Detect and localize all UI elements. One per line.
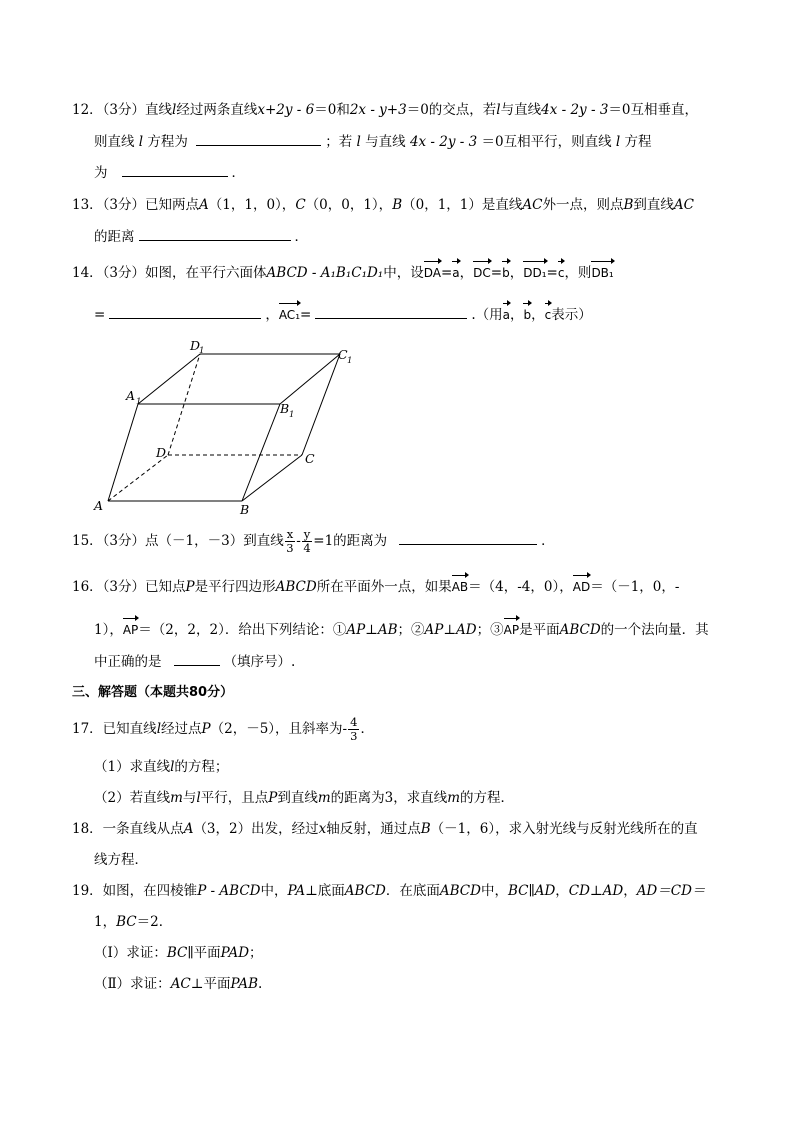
answer-blank[interactable] <box>315 304 467 319</box>
label-C: C <box>305 451 315 466</box>
q12-line3: 为 ． <box>94 162 245 183</box>
label-D: D <box>156 445 167 460</box>
label-C1: C <box>338 347 348 362</box>
q19-line2: 1，BC＝2． <box>94 914 173 930</box>
answer-blank[interactable] <box>122 162 228 177</box>
subscript-1: 1 <box>347 356 353 366</box>
vector-AB: AB <box>452 574 468 597</box>
vector-AD: AD <box>573 574 590 597</box>
edge-CC1 <box>302 354 340 455</box>
fraction-4-3: $\frac{4}{3}$ <box>350 715 358 743</box>
q19-sub1: （Ⅰ）求证：BC∥平面PAD； <box>94 945 263 961</box>
q12-line2: 则直线 l 方程为 ；若 l 与直线 4x - 2y - 3 ＝0互相平行，则直线 l 方程 <box>94 131 652 152</box>
vector-DD1: DD₁ <box>523 260 546 283</box>
q19-sub2: （Ⅱ）求证：AC⊥平面PAB. <box>94 976 263 992</box>
q18-line2: 线方程． <box>94 852 148 868</box>
label-B: B <box>240 502 250 517</box>
vector-c: c <box>558 260 565 283</box>
edge-A1D1 <box>138 354 200 404</box>
hidden-edge-AD <box>108 455 168 501</box>
section-heading: 三、解答题（本题共80分） <box>72 685 234 700</box>
subscript-1: 1 <box>289 410 295 420</box>
q19-line1: 19．如图，在四棱锥P - ABCD中，PA⊥底面ABCD．在底面ABCD中，BC∥AD，CD⊥AD，AD＝CD＝ <box>72 883 706 899</box>
q13-line2: 的距离 ． <box>94 226 308 247</box>
fraction-y-4: $\frac{y}{4}$ <box>303 527 311 555</box>
q12-line1: 12．（3分）直线l经过两条直线x+2y - 6＝0和2x - y+3＝0的交点，若l与直线4x - 2y - 3＝0互相垂直， <box>72 102 699 118</box>
subscript-1: 1 <box>136 397 142 407</box>
parallelepiped-figure <box>92 336 372 518</box>
label-B1: B <box>280 401 290 416</box>
q16-line2: 1），AP＝（2，2，2）．给出下列结论：①AP⊥AB；②AP⊥AD；③AP是平面ABCD的一个法向量．其 <box>94 617 709 640</box>
answer-blank[interactable] <box>109 304 261 319</box>
answer-blank[interactable] <box>174 651 220 666</box>
vector-a: a <box>503 302 510 325</box>
vector-b: b <box>502 260 510 283</box>
vector-AP: AP <box>504 617 519 640</box>
edge-AA1 <box>108 404 138 501</box>
vector-DB1: DB₁ <box>591 260 613 283</box>
q14-line1: 14．（3分）如图，在平行六面体ABCD - A₁B₁C₁D₁中，设DA=a，DC=b，DD₁=c，则DB₁ <box>72 260 614 283</box>
label-D1: D <box>190 338 201 353</box>
q16-line1: 16．（3分）已知点P是平行四边形ABCD所在平面外一点，如果AB＝（4，-4，0），AD＝（－1，0，- <box>72 574 679 597</box>
q15-line1: 15．（3分）点（－1，－3）到直线 $\frac{x}{3}$ - $\frac{y}{4}$ =1的距离为 ． <box>72 527 555 555</box>
label-A1: A <box>126 388 136 403</box>
vector-a: a <box>452 260 459 283</box>
q17-sub2: （2）若直线m与l平行，且点P到直线m的距离为3，求直线m的方程． <box>94 790 515 806</box>
answer-blank[interactable] <box>139 226 291 241</box>
subscript-1: 1 <box>199 346 205 356</box>
vector-AC1: AC₁ <box>279 302 300 325</box>
answer-blank[interactable] <box>196 131 321 146</box>
label-A: A <box>94 498 104 513</box>
answer-blank[interactable] <box>399 530 537 545</box>
q14-line2: = ，AC₁= .（用a，b，c表示） <box>94 302 592 325</box>
q16-line3: 中正确的是 （填序号）. <box>94 651 295 672</box>
vector-AP: AP <box>123 617 138 640</box>
vector-DA: DA <box>424 260 441 283</box>
q17-line1: 17．已知直线l经过点P（2，－5），且斜率为- $\frac{4}{3}$ ． <box>72 715 374 743</box>
q18-line1: 18．一条直线从点A（3，2）出发，经过x轴反射，通过点B（－1，6），求入射光线与反射光线所在的直 <box>72 821 698 837</box>
vector-b: b <box>523 302 531 325</box>
vector-c: c <box>545 302 552 325</box>
q17-sub1: （1）求直线l的方程； <box>94 759 229 775</box>
fraction-x-3: $\frac{x}{3}$ <box>286 527 294 555</box>
q13-line1: 13．（3分）已知两点A（1，1，0），C（0，0，1），B（0，1，1）是直线AC外一点，则点B到直线AC <box>72 197 694 213</box>
vector-DC: DC <box>473 260 491 283</box>
